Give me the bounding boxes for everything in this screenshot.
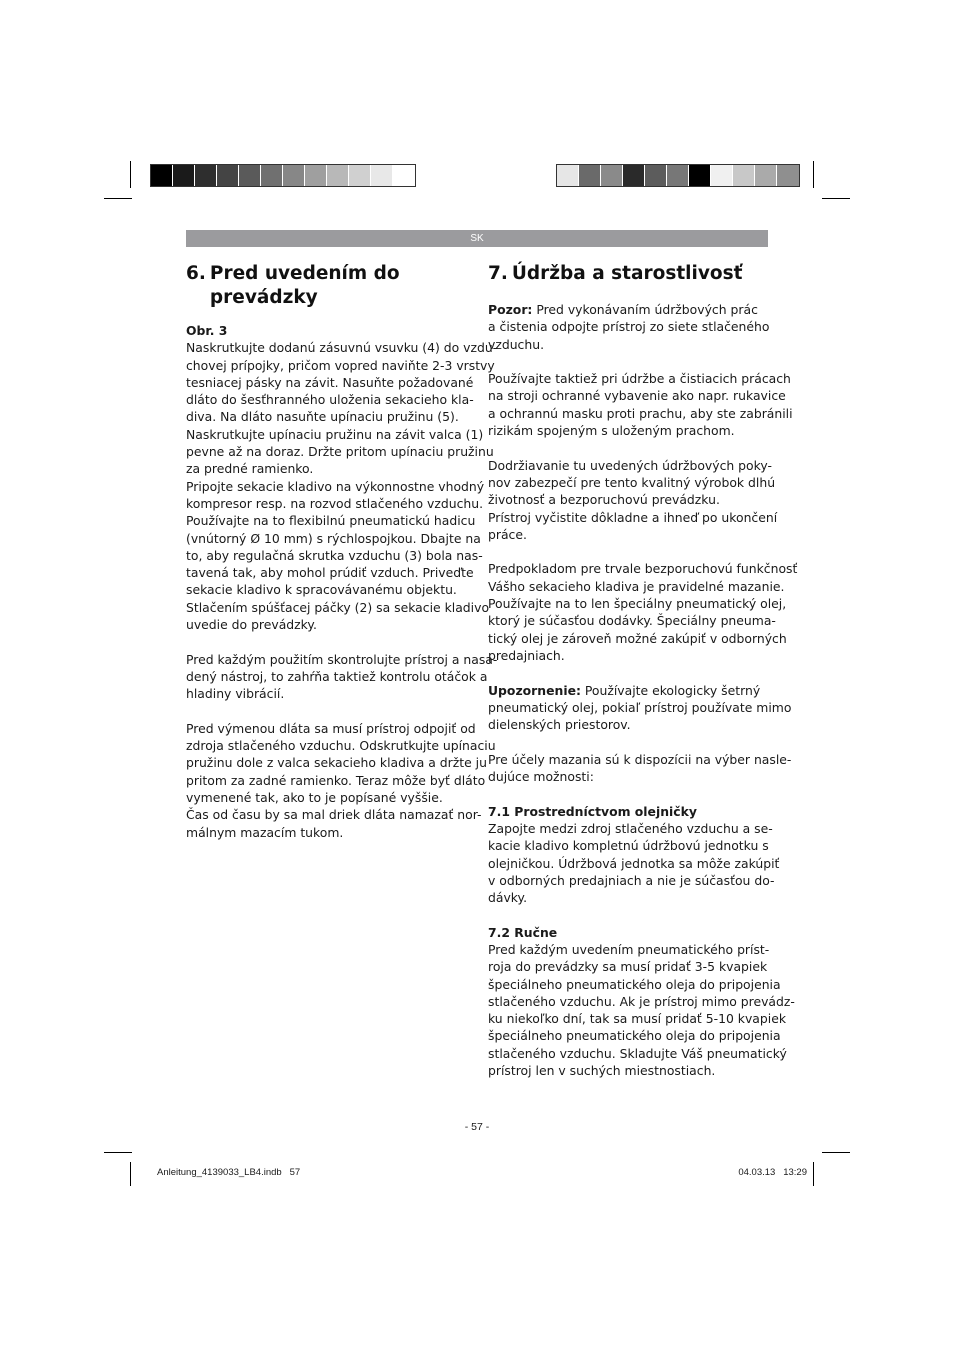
color-calibration-bar-left: [150, 164, 416, 187]
text-line: chovej prípojky, pričom vopred naviňte 2-3 vrstvy: [186, 357, 495, 373]
text-line: za predné ramienko.: [186, 461, 314, 477]
section-heading-7: [488, 262, 770, 286]
text-line: Vášho sekacieho kladiva je pravidelné mazanie.: [488, 578, 785, 594]
text-line: málnym mazacím tukom.: [186, 824, 344, 840]
color-calibration-bar-right: [556, 164, 800, 187]
crop-mark: [813, 1162, 814, 1186]
calibration-swatch: [711, 165, 733, 186]
text-line: Stlačením spúšťacej páčky (2) sa sekacie kladivo: [186, 599, 490, 615]
text-line: hladiny vibrácií.: [186, 686, 285, 702]
left-column: [186, 262, 498, 841]
page-number: - 57 -: [464, 1121, 490, 1133]
text-line: dielenských priestorov.: [488, 717, 631, 733]
text-line: dávky.: [488, 890, 528, 906]
calibration-swatch: [195, 165, 217, 186]
calibration-swatch: [261, 165, 283, 186]
text-line: Zapojte medzi zdroj stlačeného vzduchu a se-: [488, 820, 773, 836]
section-heading-6: [186, 262, 468, 310]
paragraph: [488, 941, 795, 1079]
text-line: vzduchu.: [488, 336, 545, 352]
text-line: a ochrannú masku proti prachu, aby ste zabránili: [488, 405, 793, 421]
warning-text: Pred vykonávaním údržbových prác: [532, 302, 758, 317]
paragraph: [186, 720, 496, 841]
text-line: dený nástroj, to zahŕňa taktiež kontrolu otáčok a: [186, 668, 488, 684]
text-line: Pred výmenou dláta sa musí prístroj odpojiť od: [186, 720, 476, 736]
text-line: Pripojte sekacie kladivo na výkonnostne vhodný: [186, 478, 485, 494]
crop-mark: [104, 198, 132, 199]
note-text: Používajte ekologicky šetrný: [580, 682, 761, 698]
crop-mark: [130, 1162, 131, 1186]
text-line: (vnútorný Ø 10 mm) s rýchlospojkou. Dbajte na: [186, 530, 481, 546]
crop-mark: [104, 1152, 132, 1153]
warning-line: [488, 301, 770, 318]
calibration-swatch: [777, 165, 799, 186]
text-line: v odborných predajniach a nie je súčasťou do-: [488, 872, 775, 888]
text-line: kompresor resp. na rozvod stlačeného vzduchu.: [186, 495, 484, 511]
text-line: sekacie kladivo k spracovávanému objektu.: [186, 582, 457, 598]
paragraph: [488, 318, 770, 353]
text-line: olejničkou. Údržbová jednotka sa môže zakúpiť: [488, 855, 780, 871]
paragraph: [186, 651, 498, 703]
text-line: pritom za zadné ramienko. Teraz môže byť dláto: [186, 772, 486, 788]
language-bar: SK: [186, 230, 768, 247]
text-line: pružinu dole z valca sekacieho kladiva a držte ju: [186, 755, 487, 771]
note-line: [488, 682, 770, 699]
text-line: Predpokladom pre trvale bezporuchovú funkčnosť: [488, 561, 798, 577]
text-line: stlačeného vzduchu. Skladujte Váš pneumatický: [488, 1045, 787, 1061]
text-line: ktorý je súčasťou dodávky. Špeciálny pneuma-: [488, 613, 776, 629]
paragraph: [186, 339, 498, 633]
text-line: dujúce možnosti:: [488, 769, 594, 785]
text-line: Používajte na to len špeciálny pneumatický olej,: [488, 596, 787, 612]
text-line: Používajte taktiež pri údržbe a čistiacich prácach: [488, 371, 791, 387]
paragraph: [488, 699, 792, 734]
calibration-swatch: [645, 165, 667, 186]
crop-mark: [813, 161, 814, 188]
paragraph: [488, 751, 792, 786]
heading-number: 7.: [488, 263, 508, 284]
text-line: Pre účely mazania sú k dispozícii na výber nasle-: [488, 751, 792, 767]
calibration-swatch: [733, 165, 755, 186]
text-line: rizikám spojeným s uloženým prachom.: [488, 423, 735, 439]
text-line: a čistenia odpojte prístroj zo siete stlačeného: [488, 319, 770, 335]
calibration-swatch: [393, 165, 415, 186]
text-line: Dodržiavanie tu uvedených údržbových poky-: [488, 457, 772, 473]
calibration-swatch: [283, 165, 305, 186]
text-line: práce.: [488, 526, 527, 542]
text-line: ku niekoľko dní, tak sa musí pridať 5-10 kvapiek: [488, 1011, 786, 1027]
paragraph: [488, 457, 778, 543]
calibration-swatch: [349, 165, 371, 186]
calibration-swatch: [173, 165, 195, 186]
paragraph: [488, 370, 793, 439]
text-line: diva. Na dláto nasuňte upínaciu pružinu (5).: [186, 409, 459, 425]
calibration-swatch: [667, 165, 689, 186]
heading-text: Pred uvedením do prevádzky: [209, 263, 400, 308]
text-line: na stroji ochranné vybavenie ako napr. rukavice: [488, 388, 786, 404]
text-line: špeciálneho pneumatického oleja do pripojenia: [488, 1028, 781, 1044]
calibration-swatch: [305, 165, 327, 186]
text-line: predajniach.: [488, 647, 565, 663]
text-line: vymenené tak, ako to je popísané vyššie.: [186, 790, 443, 806]
crop-mark: [822, 198, 850, 199]
subheading-7-2: 7.2 Ručne: [488, 924, 558, 940]
calibration-swatch: [371, 165, 393, 186]
heading-text: Údržba a starostlivosť: [511, 263, 743, 284]
text-line: prístroj len v suchých miestnostiach.: [488, 1063, 716, 1079]
note-label: Upozornenie:: [488, 682, 581, 698]
calibration-swatch: [601, 165, 623, 186]
calibration-swatch: [755, 165, 777, 186]
crop-mark: [822, 1152, 850, 1153]
right-column: [488, 262, 798, 1079]
text-line: nov zabezpečí pre tento kvalitný výrobok dlhú: [488, 474, 776, 490]
text-line: dláto do šesťhranného uloženia sekacieho kla-: [186, 392, 474, 408]
text-line: pevne až na doraz. Držte pritom upínaciu pružinu: [186, 444, 494, 460]
text-line: Používajte na to flexibilnú pneumatickú hadicu: [186, 513, 476, 529]
text-line: tický olej je zároveň možné zakúpiť v odborných: [488, 630, 787, 646]
text-line: Čas od času by sa mal driek dláta namazať nor-: [186, 807, 482, 823]
paragraph: [488, 560, 798, 664]
text-line: Pred každým uvedením pneumatického príst-: [488, 941, 770, 957]
text-line: Naskrutkujte dodanú zásuvnú vsuvku (4) do vzdu-: [186, 340, 498, 356]
text-line: životnosť a bezporuchovú prevádzku.: [488, 492, 720, 508]
calibration-swatch: [623, 165, 645, 186]
subheading-obr: Obr. 3: [186, 323, 228, 338]
text-line: kacie kladivo kompletnú údržbovú jednotku s: [488, 838, 769, 854]
text-line: Pred každým použitím skontrolujte prístroj a nasa-: [186, 651, 498, 667]
file-slug: Anleitung_4139033_LB4.indb 57: [157, 1167, 301, 1178]
text-line: tavená tak, aby mohol prúdiť vzduch. Priveďte: [186, 565, 474, 581]
text-line: Naskrutkujte upínaciu pružinu na závit valca (1): [186, 426, 484, 442]
warning-label: Pozor:: [488, 302, 533, 317]
calibration-swatch: [327, 165, 349, 186]
crop-mark: [130, 161, 131, 188]
text-line: Prístroj vyčistite dôkladne a ihneď po ukončení: [488, 509, 778, 525]
text-line: uvedie do prevádzky.: [186, 617, 317, 633]
paragraph: [488, 820, 780, 906]
date-slug: 04.03.13 13:29: [738, 1167, 807, 1178]
subheading-7-1: 7.1 Prostredníctvom olejničky: [488, 803, 697, 819]
calibration-swatch: [579, 165, 601, 186]
text-line: pneumatický olej, pokiaľ prístroj používate mimo: [488, 699, 792, 715]
text-line: to, aby regulačná skrutka vzduchu (3) bola nas-: [186, 547, 483, 563]
calibration-swatch: [239, 165, 261, 186]
text-line: tesniacej pásky na závit. Nasuňte požadované: [186, 374, 474, 390]
calibration-swatch: [689, 165, 711, 186]
calibration-swatch: [557, 165, 579, 186]
text-line: roja do prevádzky sa musí pridať 3-5 kvapiek: [488, 959, 768, 975]
text-line: špeciálneho pneumatického oleja do pripojenia: [488, 976, 781, 992]
heading-number: 6.: [186, 263, 206, 284]
calibration-swatch: [151, 165, 173, 186]
text-line: stlačeného vzduchu. Ak je prístroj mimo prevádz-: [488, 993, 795, 1009]
text-line: zdroja stlačeného vzduchu. Odskrutkujte upínaciu: [186, 738, 496, 754]
calibration-swatch: [217, 165, 239, 186]
